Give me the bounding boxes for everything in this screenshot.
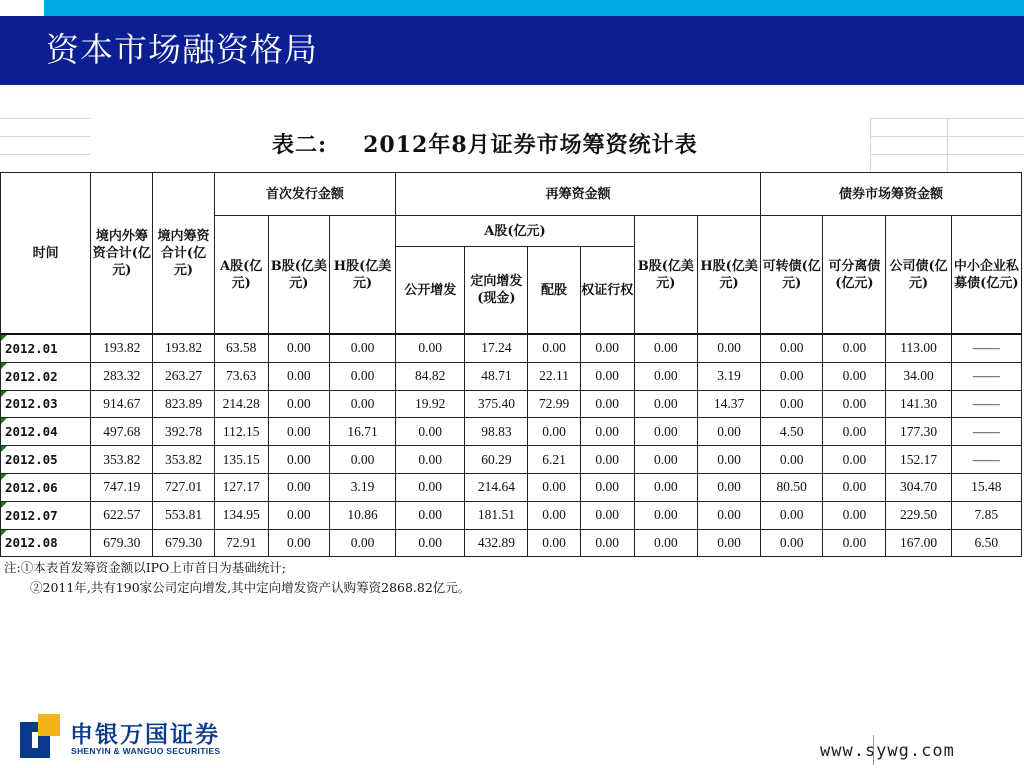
data-cell: 353.82 (91, 446, 153, 474)
data-cell: 16.71 (329, 418, 395, 446)
data-cell: 0.00 (823, 418, 886, 446)
data-cell: 0.00 (634, 446, 697, 474)
sheet-gridlines (870, 118, 1024, 172)
data-cell: 304.70 (886, 473, 951, 501)
data-cell: 0.00 (329, 390, 395, 418)
data-cell: 0.00 (823, 446, 886, 474)
data-cell: 0.00 (634, 501, 697, 529)
note-2: ②2011年,共有190家公司定向增发,其中定向增发资产认购筹资2868.82亿元。 (30, 580, 471, 595)
data-cell: 0.00 (396, 446, 465, 474)
data-cell: 0.00 (634, 334, 697, 362)
data-cell: 0.00 (823, 362, 886, 390)
data-cell: 622.57 (91, 501, 153, 529)
sheet-gridlines (0, 118, 90, 172)
data-cell: 0.00 (396, 473, 465, 501)
data-cell: 0.00 (634, 418, 697, 446)
financing-statistics-table (0, 172, 1022, 557)
data-cell: 0.00 (268, 529, 329, 557)
data-cell: 6.21 (528, 446, 580, 474)
data-cell: 283.32 (91, 362, 153, 390)
data-cell: 141.30 (886, 390, 951, 418)
header-refi-warrant: 权证行权 (580, 247, 634, 335)
row-time-cell: 2012.03 (1, 390, 91, 418)
data-cell: 0.00 (697, 473, 760, 501)
header-ipo-a: A股(亿元) (214, 216, 268, 335)
data-cell: 181.51 (465, 501, 528, 529)
data-cell: 0.00 (634, 390, 697, 418)
row-time-cell: 2012.06 (1, 473, 91, 501)
logo-chinese-name: 申银万国证券 (70, 722, 220, 748)
data-cell: 823.89 (153, 390, 214, 418)
data-cell: 0.00 (580, 473, 634, 501)
data-cell: 80.50 (761, 473, 823, 501)
data-cell: 3.19 (697, 362, 760, 390)
data-cell: 0.00 (528, 473, 580, 501)
header-refi-public: 公开增发 (396, 247, 465, 335)
data-cell: 22.11 (528, 362, 580, 390)
header-refi-b: B股(亿美元) (634, 216, 697, 335)
data-cell: 73.63 (214, 362, 268, 390)
table-row (1, 473, 1022, 501)
header-domestic-total: 境内外筹资合计(亿元) (91, 173, 153, 335)
data-cell: 7.85 (951, 501, 1021, 529)
data-cell: 0.00 (268, 418, 329, 446)
data-cell: 60.29 (465, 446, 528, 474)
data-cell: 19.92 (396, 390, 465, 418)
table-row (1, 362, 1022, 390)
company-logo (14, 714, 224, 760)
data-cell: 0.00 (697, 446, 760, 474)
data-cell: 34.00 (886, 362, 951, 390)
data-cell: 0.00 (823, 334, 886, 362)
data-cell: 0.00 (823, 529, 886, 557)
data-cell: 15.48 (951, 473, 1021, 501)
header-bond-sep: 可分离债(亿元) (823, 216, 886, 335)
data-cell: 0.00 (580, 446, 634, 474)
data-cell: 214.28 (214, 390, 268, 418)
accent-bar (44, 0, 1024, 16)
data-cell: 48.71 (465, 362, 528, 390)
data-cell: 0.00 (268, 501, 329, 529)
table-row (1, 529, 1022, 557)
data-cell: 0.00 (268, 334, 329, 362)
data-cell: 0.00 (761, 362, 823, 390)
data-cell: 0.00 (329, 334, 395, 362)
data-cell: 193.82 (153, 334, 214, 362)
data-cell: 63.58 (214, 334, 268, 362)
data-cell: 229.50 (886, 501, 951, 529)
data-cell: 0.00 (528, 501, 580, 529)
data-cell: —— (951, 390, 1021, 418)
data-cell: 0.00 (329, 529, 395, 557)
data-cell: 127.17 (214, 473, 268, 501)
table-row (1, 390, 1022, 418)
data-cell: 553.81 (153, 501, 214, 529)
swhy-logo-icon (14, 714, 62, 760)
data-cell: 0.00 (268, 390, 329, 418)
data-cell: 0.00 (396, 529, 465, 557)
data-cell: 0.00 (580, 390, 634, 418)
data-cell: 152.17 (886, 446, 951, 474)
header-ipo-group: 首次发行金额 (214, 173, 396, 216)
data-cell: 84.82 (396, 362, 465, 390)
header-refi-a-group: A股(亿元) (396, 216, 635, 247)
row-time-cell: 2012.01 (1, 334, 91, 362)
data-cell: 375.40 (465, 390, 528, 418)
data-cell: 113.00 (886, 334, 951, 362)
data-cell: 6.50 (951, 529, 1021, 557)
header-refi-rights: 配股 (528, 247, 580, 335)
data-cell: 167.00 (886, 529, 951, 557)
data-cell: 4.50 (761, 418, 823, 446)
data-cell: 0.00 (268, 446, 329, 474)
data-cell: 727.01 (153, 473, 214, 501)
table-row (1, 418, 1022, 446)
data-cell: 747.19 (91, 473, 153, 501)
data-cell: —— (951, 334, 1021, 362)
row-time-cell: 2012.02 (1, 362, 91, 390)
data-cell: 0.00 (697, 529, 760, 557)
data-cell: —— (951, 446, 1021, 474)
data-cell: 98.83 (465, 418, 528, 446)
data-cell: 0.00 (580, 418, 634, 446)
logo-english-name: SHENYIN & WANGUO SECURITIES (71, 746, 221, 756)
data-cell: 0.00 (761, 390, 823, 418)
data-cell: 0.00 (580, 501, 634, 529)
data-cell: 0.00 (697, 334, 760, 362)
data-cell: 0.00 (634, 362, 697, 390)
header-refi-private: 定向增发(现金) (465, 247, 528, 335)
table-notes (4, 558, 470, 598)
header-onshore-total: 境内筹资合计(亿元) (153, 173, 214, 335)
data-cell: 72.99 (528, 390, 580, 418)
data-cell: 0.00 (580, 529, 634, 557)
data-cell: 392.78 (153, 418, 214, 446)
row-time-cell: 2012.08 (1, 529, 91, 557)
table-row (1, 334, 1022, 362)
data-cell: 0.00 (268, 362, 329, 390)
header-bond-group: 债券市场筹资金额 (761, 173, 1022, 216)
data-cell: 432.89 (465, 529, 528, 557)
data-cell: 263.27 (153, 362, 214, 390)
data-cell: 0.00 (823, 473, 886, 501)
data-cell: 0.00 (761, 501, 823, 529)
note-1: 注:①本表首发筹资金额以IPO上市首日为基础统计; (4, 560, 287, 575)
header-refi-h: H股(亿美元) (697, 216, 760, 335)
header-bond-corp: 公司债(亿元) (886, 216, 951, 335)
data-cell: 0.00 (329, 362, 395, 390)
data-cell: 112.15 (214, 418, 268, 446)
data-cell: 0.00 (580, 334, 634, 362)
data-cell: 135.15 (214, 446, 268, 474)
data-cell: 914.67 (91, 390, 153, 418)
data-cell: 177.30 (886, 418, 951, 446)
data-cell: 0.00 (761, 334, 823, 362)
header-ipo-h: H股(亿美元) (329, 216, 395, 335)
table-row (1, 446, 1022, 474)
data-cell: 0.00 (634, 473, 697, 501)
top-accent-strip (0, 0, 1024, 16)
row-time-cell: 2012.04 (1, 418, 91, 446)
data-cell: 0.00 (329, 446, 395, 474)
table-title-text: 2012年8月证券市场筹资统计表 (363, 132, 698, 158)
data-cell: 0.00 (634, 529, 697, 557)
header-bond-sme: 中小企业私募债(亿元) (951, 216, 1021, 335)
data-cell: 679.30 (153, 529, 214, 557)
spreadsheet-area (0, 118, 1024, 602)
data-cell: 497.68 (91, 418, 153, 446)
data-cell: 0.00 (528, 334, 580, 362)
data-cell: 0.00 (761, 446, 823, 474)
data-cell: 0.00 (697, 418, 760, 446)
data-cell: 134.95 (214, 501, 268, 529)
header-time: 时间 (1, 173, 91, 335)
data-cell: 72.91 (214, 529, 268, 557)
row-time-cell: 2012.07 (1, 501, 91, 529)
data-cell: 0.00 (528, 418, 580, 446)
data-cell: 0.00 (396, 334, 465, 362)
data-cell: 10.86 (329, 501, 395, 529)
data-cell: 0.00 (823, 390, 886, 418)
data-cell: 14.37 (697, 390, 760, 418)
title-bar (0, 16, 1024, 85)
table-body (1, 334, 1022, 557)
data-cell: 17.24 (465, 334, 528, 362)
data-cell: 3.19 (329, 473, 395, 501)
data-cell: 353.82 (153, 446, 214, 474)
row-time-cell: 2012.05 (1, 446, 91, 474)
data-cell: —— (951, 362, 1021, 390)
header-bond-conv: 可转债(亿元) (761, 216, 823, 335)
data-cell: 0.00 (580, 362, 634, 390)
data-cell: 193.82 (91, 334, 153, 362)
data-cell: 679.30 (91, 529, 153, 557)
slide-title: 资本市场融资格局 (46, 30, 318, 69)
website-link[interactable]: www.sywg.com (820, 741, 955, 761)
table-title-prefix: 表二: (272, 132, 328, 158)
header-refinance-group: 再筹资金额 (396, 173, 761, 216)
table-title (272, 128, 698, 159)
data-cell: —— (951, 418, 1021, 446)
table-row (1, 501, 1022, 529)
data-cell: 214.64 (465, 473, 528, 501)
data-cell: 0.00 (528, 529, 580, 557)
data-cell: 0.00 (396, 501, 465, 529)
data-cell: 0.00 (697, 501, 760, 529)
data-cell: 0.00 (761, 529, 823, 557)
data-cell: 0.00 (396, 418, 465, 446)
header-ipo-b: B股(亿美元) (268, 216, 329, 335)
data-cell: 0.00 (823, 501, 886, 529)
data-cell: 0.00 (268, 473, 329, 501)
